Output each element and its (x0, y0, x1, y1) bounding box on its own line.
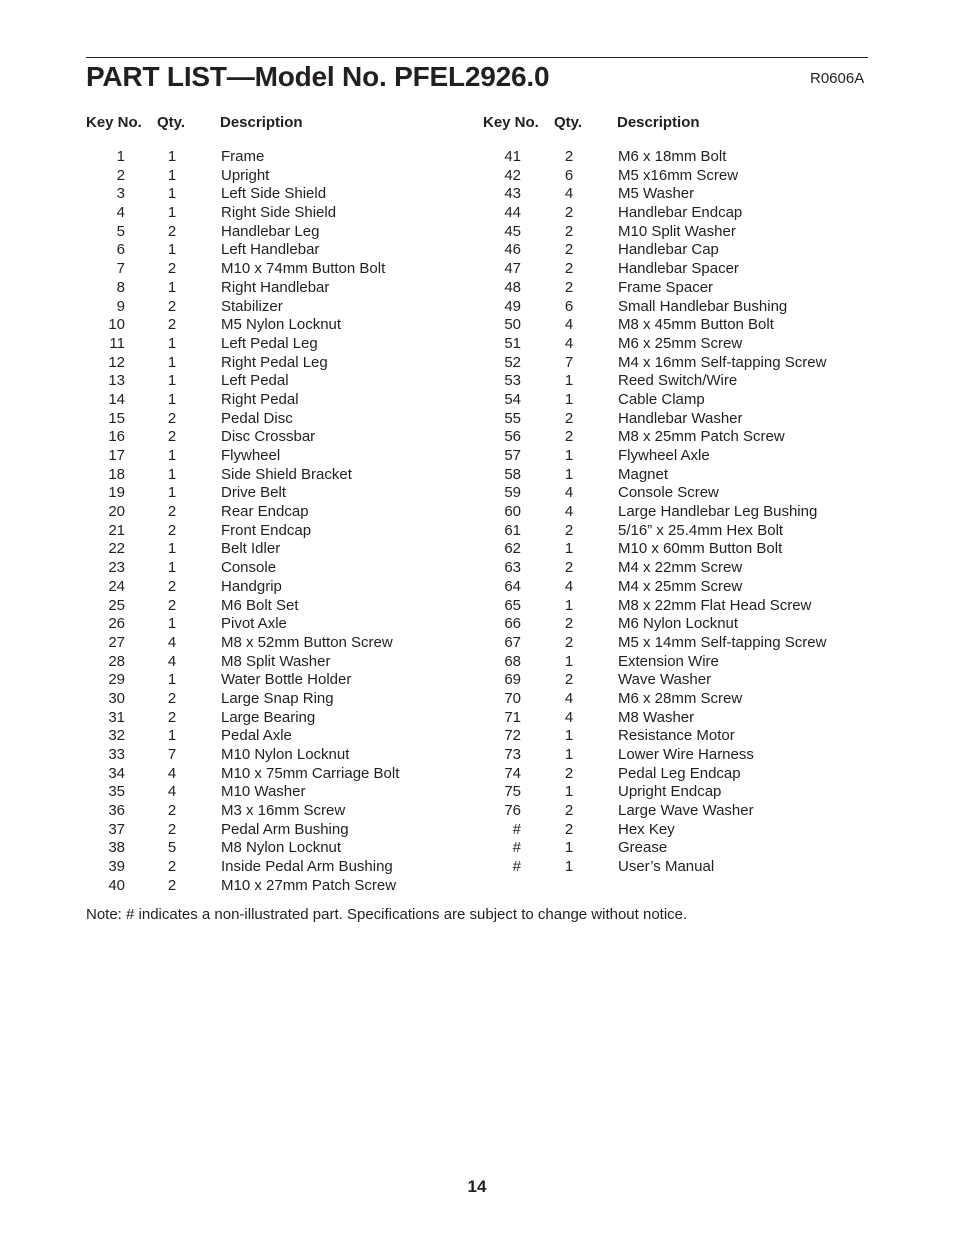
part-key-number: 74 (504, 764, 521, 782)
part-description: Upright Endcap (618, 783, 722, 801)
part-description: M5 Nylon Locknut (221, 316, 342, 334)
part-key-number: 59 (504, 484, 521, 502)
footnote: Note: # indicates a non-illustrated part. Specifications are subject to change without notice. (86, 906, 688, 923)
part-key-number: 62 (504, 540, 521, 558)
part-key-number: 51 (504, 334, 521, 352)
part-description: M6 x 25mm Screw (618, 334, 743, 352)
part-key-number: 42 (504, 166, 521, 184)
part-quantity: 1 (564, 372, 574, 390)
part-quantity: 1 (167, 615, 177, 633)
part-key-number: 43 (504, 185, 521, 203)
part-key-number: 1 (116, 148, 125, 165)
part-description: Hex Key (618, 820, 675, 838)
part-quantity: 1 (167, 334, 177, 352)
part-key-number: 12 (108, 353, 125, 371)
part-quantity: 5 (167, 839, 177, 857)
part-description: M10 Split Washer (618, 222, 736, 240)
part-quantity: 2 (167, 409, 177, 427)
part-description: M10 Nylon Locknut (221, 746, 350, 763)
part-description: M4 x 22mm Screw (618, 559, 743, 577)
part-description: Front Endcap (221, 521, 312, 539)
part-description: Wave Washer (618, 671, 712, 689)
part-key-number: 25 (108, 596, 125, 614)
header-rule (86, 57, 868, 58)
part-quantity: 2 (564, 633, 574, 651)
part-description: Right Pedal (221, 390, 299, 408)
part-quantity: 4 (564, 334, 574, 352)
key-no-header: Key No. (483, 114, 539, 131)
part-description: Large Wave Washer (618, 802, 754, 820)
part-description: Right Handlebar (221, 278, 330, 296)
page-title: PART LIST—Model No. PFEL2926.0 (86, 61, 550, 92)
part-quantity: 2 (167, 297, 177, 315)
part-quantity: 1 (564, 858, 574, 876)
part-description: Pedal Arm Bushing (221, 820, 349, 838)
part-description: Right Pedal Leg (221, 353, 328, 371)
part-key-number: 19 (108, 484, 125, 502)
part-key-number: 21 (108, 521, 125, 539)
part-key-number: # (512, 839, 521, 857)
part-description: Lower Wire Harness (618, 746, 754, 763)
part-description: Frame Spacer (618, 278, 714, 296)
part-quantity: 4 (167, 652, 177, 670)
part-quantity: 2 (564, 148, 574, 165)
part-key-number: 64 (504, 577, 521, 595)
part-key-number: 3 (116, 185, 125, 203)
description-header: Description (617, 114, 700, 131)
part-key-number: 26 (108, 615, 125, 633)
part-description: M6 Nylon Locknut (618, 615, 739, 633)
part-key-number: 39 (108, 858, 125, 876)
page-number: 14 (467, 1177, 487, 1196)
part-quantity: 2 (564, 671, 574, 689)
key-no-header: Key No. (86, 114, 142, 131)
part-key-number: 38 (108, 839, 125, 857)
part-quantity: 2 (167, 260, 177, 278)
part-key-number: 6 (116, 241, 125, 259)
part-description: Pivot Axle (221, 615, 287, 633)
part-description: M8 x 52mm Button Screw (221, 633, 393, 651)
part-description: Left Side Shield (221, 185, 327, 203)
part-description: Disc Crossbar (221, 428, 316, 446)
part-key-number: 33 (108, 746, 125, 763)
part-quantity: 2 (564, 428, 574, 446)
part-key-number: # (512, 820, 521, 838)
part-key-number: 22 (108, 540, 125, 558)
part-quantity: 2 (564, 204, 574, 222)
part-description: Extension Wire (618, 652, 719, 670)
part-quantity: 1 (564, 447, 574, 464)
part-key-number: 45 (504, 222, 521, 240)
part-key-number: 11 (109, 334, 125, 352)
part-key-number: 31 (108, 708, 125, 726)
part-description: Inside Pedal Arm Bushing (221, 858, 393, 876)
part-quantity: 4 (167, 633, 177, 651)
part-description: Console Screw (618, 484, 719, 502)
part-key-number: 15 (108, 409, 125, 427)
part-quantity: 4 (564, 185, 574, 203)
part-quantity: 1 (564, 652, 574, 670)
document-code: R0606A (810, 70, 865, 87)
part-key-number: 7 (116, 260, 125, 278)
part-quantity: 2 (167, 858, 177, 876)
part-quantity: 1 (564, 839, 574, 857)
part-quantity: 1 (564, 746, 574, 763)
part-quantity: 2 (167, 577, 177, 595)
description-header: Description (220, 114, 303, 131)
part-key-number: 27 (108, 633, 125, 651)
part-description: Small Handlebar Bushing (618, 297, 788, 315)
part-key-number: 2 (116, 166, 125, 184)
part-quantity: 1 (167, 540, 177, 558)
part-key-number: 32 (108, 727, 125, 745)
part-key-number: 20 (108, 503, 125, 521)
part-description: Left Pedal (221, 372, 289, 390)
part-description: M10 Washer (221, 783, 306, 801)
part-key-number: # (512, 858, 521, 876)
part-description: Upright (221, 166, 270, 184)
part-quantity: 1 (167, 484, 177, 502)
part-key-number: 13 (108, 372, 125, 390)
part-key-number: 54 (504, 390, 521, 408)
part-key-number: 36 (108, 802, 125, 820)
part-description: Water Bottle Holder (221, 671, 352, 689)
part-description: M8 Nylon Locknut (221, 839, 342, 857)
part-quantity: 1 (167, 390, 177, 408)
part-quantity: 6 (564, 166, 574, 184)
part-key-number: 52 (504, 353, 521, 371)
part-description: Pedal Disc (221, 409, 293, 427)
part-quantity: 2 (564, 409, 574, 427)
part-description: M4 x 25mm Screw (618, 577, 743, 595)
part-quantity: 1 (167, 278, 177, 296)
part-description: Large Handlebar Leg Bushing (618, 503, 818, 521)
part-description: M6 Bolt Set (221, 596, 299, 614)
part-quantity: 2 (167, 222, 177, 240)
part-description: Pedal Axle (221, 727, 292, 745)
part-description: M6 x 28mm Screw (618, 689, 743, 707)
part-description: Large Snap Ring (221, 689, 334, 707)
part-quantity: 4 (167, 764, 177, 782)
part-key-number: 23 (108, 559, 125, 577)
part-key-number: 67 (504, 633, 521, 651)
part-description: Rear Endcap (221, 503, 309, 521)
part-key-number: 49 (504, 297, 521, 315)
part-key-number: 34 (108, 764, 125, 782)
part-quantity: 2 (167, 802, 177, 820)
part-description: Resistance Motor (618, 727, 735, 745)
part-description: Cable Clamp (618, 390, 705, 408)
part-quantity: 2 (564, 521, 574, 539)
part-description: Reed Switch/Wire (618, 372, 738, 390)
part-key-number: 73 (504, 746, 521, 763)
part-key-number: 55 (504, 409, 521, 427)
part-key-number: 10 (108, 316, 125, 334)
part-key-number: 30 (108, 689, 125, 707)
part-key-number: 8 (116, 278, 125, 296)
part-key-number: 71 (504, 708, 521, 726)
part-key-number: 40 (108, 876, 125, 894)
part-description: M10 x 60mm Button Bolt (618, 540, 783, 558)
part-quantity: 2 (564, 260, 574, 278)
part-quantity: 1 (167, 353, 177, 371)
part-quantity: 1 (564, 540, 574, 558)
part-description: Grease (618, 839, 668, 857)
part-quantity: 1 (167, 185, 177, 203)
part-key-number: 5 (116, 222, 125, 240)
part-key-number: 60 (504, 503, 521, 521)
part-description: Left Handlebar (221, 241, 320, 259)
part-quantity: 1 (564, 390, 574, 408)
part-quantity: 7 (564, 353, 574, 371)
part-description: Console (221, 559, 277, 577)
part-description: Handlebar Washer (618, 409, 743, 427)
part-quantity: 1 (564, 783, 574, 801)
part-key-number: 4 (116, 204, 125, 222)
part-description: Stabilizer (221, 297, 283, 315)
part-quantity: 2 (564, 278, 574, 296)
part-key-number: 35 (108, 783, 125, 801)
part-description: Handlebar Spacer (618, 260, 739, 278)
part-quantity: 2 (167, 876, 177, 894)
part-key-number: 46 (504, 241, 521, 259)
part-description: M4 x 16mm Self-tapping Screw (618, 353, 827, 371)
part-description: Belt Idler (221, 540, 281, 558)
part-key-number: 17 (108, 447, 125, 464)
part-description: Magnet (618, 465, 669, 483)
part-description: User’s Manual (618, 858, 715, 876)
part-description: M8 Split Washer (221, 652, 331, 670)
part-key-number: 58 (504, 465, 521, 483)
part-quantity: 2 (167, 521, 177, 539)
part-description: 5/16” x 25.4mm Hex Bolt (618, 521, 784, 539)
part-description: M10 x 74mm Button Bolt (221, 260, 386, 278)
part-quantity: 2 (564, 764, 574, 782)
part-quantity: 7 (167, 746, 177, 763)
part-description: Drive Belt (221, 484, 287, 502)
part-key-number: 14 (108, 390, 125, 408)
part-quantity: 2 (564, 222, 574, 240)
part-key-number: 56 (504, 428, 521, 446)
part-quantity: 1 (167, 166, 177, 184)
part-quantity: 1 (167, 727, 177, 745)
part-quantity: 1 (167, 241, 177, 259)
part-description: M8 x 25mm Patch Screw (618, 428, 785, 446)
part-quantity: 2 (564, 241, 574, 259)
part-key-number: 47 (504, 260, 521, 278)
part-description: Frame (221, 148, 265, 165)
part-key-number: 28 (108, 652, 125, 670)
part-quantity: 4 (564, 503, 574, 521)
part-quantity: 4 (564, 316, 574, 334)
part-key-number: 53 (504, 372, 521, 390)
part-quantity: 4 (564, 577, 574, 595)
part-quantity: 1 (167, 671, 177, 689)
part-quantity: 2 (167, 820, 177, 838)
part-description: M5 x 14mm Self-tapping Screw (618, 633, 827, 651)
part-description: M5 x16mm Screw (618, 166, 739, 184)
part-quantity: 4 (167, 783, 177, 801)
part-quantity: 1 (564, 727, 574, 745)
part-quantity: 2 (564, 559, 574, 577)
part-key-number: 24 (108, 577, 125, 595)
part-quantity: 2 (167, 428, 177, 446)
part-description: Pedal Leg Endcap (618, 764, 741, 782)
part-description: Handlebar Endcap (618, 204, 743, 222)
part-key-number: 66 (504, 615, 521, 633)
part-description: M10 x 27mm Patch Screw (221, 876, 397, 894)
part-key-number: 44 (504, 204, 521, 222)
part-quantity: 2 (564, 802, 574, 820)
part-key-number: 37 (108, 820, 125, 838)
part-key-number: 68 (504, 652, 521, 670)
part-key-number: 16 (108, 428, 125, 446)
part-description: Large Bearing (221, 708, 316, 726)
part-description: Handlebar Leg (221, 222, 320, 240)
part-key-number: 61 (504, 521, 521, 539)
part-quantity: 6 (564, 297, 574, 315)
part-key-number: 63 (504, 559, 521, 577)
part-quantity: 1 (167, 204, 177, 222)
part-description: Left Pedal Leg (221, 334, 318, 352)
part-key-number: 48 (504, 278, 521, 296)
part-description: M5 Washer (618, 185, 695, 203)
part-description: M8 x 22mm Flat Head Screw (618, 596, 812, 614)
part-description: M3 x 16mm Screw (221, 802, 346, 820)
part-quantity: 1 (564, 596, 574, 614)
part-quantity: 2 (167, 503, 177, 521)
part-quantity: 1 (564, 465, 574, 483)
part-quantity: 2 (167, 689, 177, 707)
part-key-number: 9 (116, 297, 125, 315)
part-key-number: 57 (504, 447, 521, 464)
part-quantity: 1 (167, 447, 177, 464)
part-key-number: 76 (504, 802, 521, 820)
part-description: Right Side Shield (221, 204, 337, 222)
part-key-number: 65 (504, 596, 521, 614)
part-key-number: 29 (108, 671, 125, 689)
part-key-number: 72 (504, 727, 521, 745)
qty-header: Qty. (157, 114, 186, 131)
part-quantity: 2 (167, 596, 177, 614)
part-quantity: 2 (564, 820, 574, 838)
part-key-number: 69 (504, 671, 521, 689)
part-quantity: 1 (167, 148, 177, 165)
part-key-number: 70 (504, 689, 521, 707)
part-key-number: 41 (504, 148, 521, 165)
part-key-number: 50 (504, 316, 521, 334)
part-quantity: 4 (564, 484, 574, 502)
part-description: Side Shield Bracket (221, 465, 352, 483)
part-quantity: 2 (564, 615, 574, 633)
part-quantity: 1 (167, 559, 177, 577)
part-description: Flywheel Axle (618, 447, 710, 464)
part-quantity: 4 (564, 689, 574, 707)
part-description: Handlebar Cap (618, 241, 719, 259)
part-description: M8 Washer (618, 708, 695, 726)
part-key-number: 18 (108, 465, 125, 483)
part-quantity: 4 (564, 708, 574, 726)
part-quantity: 1 (167, 465, 177, 483)
part-key-number: 75 (504, 783, 521, 801)
part-description: M10 x 75mm Carriage Bolt (221, 764, 400, 782)
qty-header: Qty. (554, 114, 583, 131)
part-quantity: 2 (167, 708, 177, 726)
part-quantity: 2 (167, 316, 177, 334)
part-quantity: 1 (167, 372, 177, 390)
part-description: Handgrip (221, 577, 282, 595)
part-description: M8 x 45mm Button Bolt (618, 316, 774, 334)
part-description: M6 x 18mm Bolt (618, 148, 727, 165)
part-description: Flywheel (221, 447, 281, 464)
